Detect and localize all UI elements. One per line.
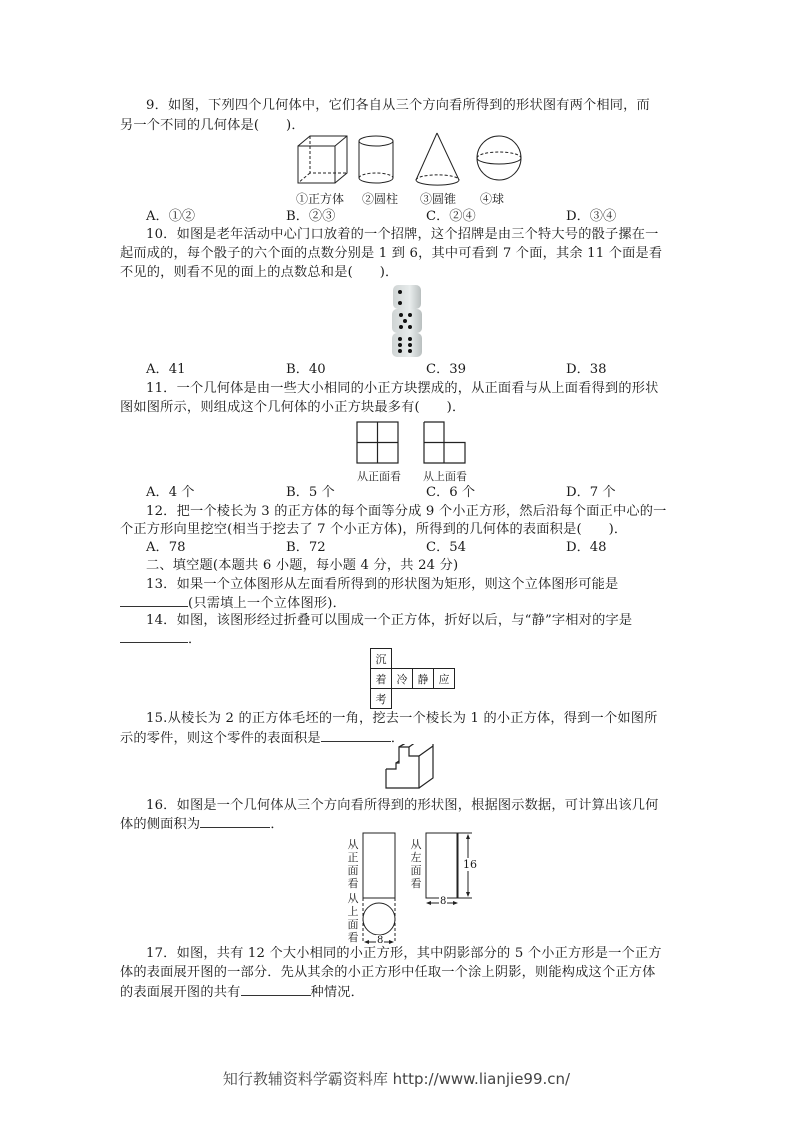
q16-answer-blank[interactable] <box>200 815 270 828</box>
q17-line-3-text: 的表面展开图的共有 <box>120 985 241 1000</box>
q12-options <box>146 539 676 557</box>
q17-line-3-end: 种情况． <box>310 985 365 1000</box>
q11-line-2: 图如图所示，则组成这个几何体的小正方块最多有( )． <box>120 400 466 415</box>
q16-three-views-figure <box>330 830 490 948</box>
q11-option-a: A．4 个 <box>146 485 195 500</box>
q15-line-2-text: 示的零件，则这个零件的表面积是 <box>120 731 321 746</box>
label-top-view <box>347 892 359 944</box>
q15-line-1: 15.从棱长为 2 的正方体毛坯的一角，挖去一个棱长为 1 的小正方体，得到一个如图所 <box>146 711 658 726</box>
q9-option-d: D．③④ <box>566 209 617 224</box>
net-cell-3: 静 <box>413 669 434 689</box>
q17-line-2: 体的表面展开图的一部分．先从其余的小正方形中任取一个涂上阴影，则能构成这个正方体 <box>120 965 656 980</box>
q10-options <box>146 361 676 379</box>
q12-line-2: 个正方形向里挖空(相当于挖去了 7 个小正方体)，所得到的几何体的表面积是( )． <box>120 522 628 537</box>
q9-solids-figure <box>296 130 526 190</box>
q13-line-1: 13．如果一个立体图形从左面看所得到的形状图为矩形，则这个立体图形可能是 <box>146 577 619 592</box>
q14-line-1: 14．如图，该图形经过折叠可以围成一个正方体，折好以后，与“静”字相对的字是 <box>146 613 633 628</box>
q16-line-2-text: 体的侧面积为 <box>120 817 201 832</box>
label-char: 正 <box>347 851 359 864</box>
net-cell-4: 应 <box>434 669 455 689</box>
q14-line-2 <box>120 630 676 649</box>
q13-line-2-text: (只需填上一个立体图形)． <box>188 596 346 611</box>
q9-caption-sphere: ④球 <box>480 192 505 206</box>
net-cell-bottom: 考 <box>371 689 392 709</box>
q10-line-1: 10．如图是老年活动中心门口放着的一个招牌，这个招牌是由三个特大号的骰子摞在一 <box>146 227 659 242</box>
q11-option-d: D．7 个 <box>566 485 616 500</box>
label-char: 面 <box>410 864 422 877</box>
dimension-width-left-view: 8 <box>440 896 447 907</box>
q15-part-figure <box>385 744 435 790</box>
label-left-view <box>410 838 422 890</box>
q15-line-2-end: ． <box>390 731 405 746</box>
q9-options <box>146 208 676 226</box>
q9-option-b: B．②③ <box>286 209 336 224</box>
q11-option-c: C．6 个 <box>426 485 476 500</box>
label-char: 左 <box>410 851 422 864</box>
net-cell-top: 沉 <box>371 649 392 669</box>
label-char: 上 <box>347 905 359 918</box>
q12-option-b: B．72 <box>286 540 326 555</box>
q10-line-3: 不见的，则看不见的面上的点数总和是( )． <box>120 265 399 280</box>
label-char: 面 <box>347 864 359 877</box>
q11-caption-top: 从上面看 <box>423 470 467 483</box>
q9-caption-cube: ①正方体 <box>296 192 345 206</box>
q12-option-d: D．48 <box>566 540 607 555</box>
dimension-width-top-view: 8 <box>377 935 384 946</box>
q9-caption-cylinder: ②圆柱 <box>362 192 399 206</box>
q11-views-figure <box>356 421 466 466</box>
label-char: 从 <box>410 838 422 851</box>
q16-line-2-end: ． <box>270 817 284 832</box>
q13-line-2 <box>120 594 676 613</box>
q11-option-b: B．5 个 <box>286 485 335 500</box>
net-cell-2: 冷 <box>392 669 413 689</box>
label-char: 从 <box>347 838 359 851</box>
q9-caption-cone: ③圆锥 <box>420 192 457 206</box>
net-cell-1: 着 <box>371 669 392 689</box>
q17-answer-blank[interactable] <box>241 983 311 996</box>
dice-stack-image <box>388 283 428 359</box>
q14-line-2-text: ． <box>188 632 202 647</box>
q13-answer-blank[interactable] <box>120 594 188 607</box>
q12-option-c: C．54 <box>426 540 467 555</box>
q10-line-2: 起而成的，每个骰子的六个面的点数分别是 1 到 6，其中可看到 7 个面，其余 11 个面是看 <box>120 246 663 261</box>
q10-option-a: A．41 <box>146 362 186 377</box>
q14-answer-blank[interactable] <box>120 630 188 643</box>
q17-line-1: 17．如图，共有 12 个大小相同的小正方形，其中阴影部分的 5 个小正方形是一个正方 <box>146 946 662 961</box>
q9-option-a: A．①② <box>146 209 196 224</box>
label-char: 看 <box>410 877 422 890</box>
q11-line-1: 11．一个几何体是由一些大小相同的小正方块摆成的，从正面看与从上面看得到的形状 <box>146 381 659 396</box>
cylinder-shape <box>359 136 393 183</box>
dimension-height: 16 <box>463 858 477 871</box>
section-2-heading: 二、填空题(本题共 6 小题，每小题 4 分，共 24 分) <box>146 558 459 573</box>
q16-line-1: 16．如图是一个几何体从三个方向看所得到的形状图，根据图示数据，可计算出该几何 <box>146 798 659 813</box>
label-char: 看 <box>347 931 359 944</box>
sphere-shape <box>477 136 521 180</box>
q9-line-2: 另一个不同的几何体是( )． <box>120 118 305 133</box>
q17-line-3 <box>120 983 676 1002</box>
q11-options <box>146 484 676 502</box>
q14-cube-net <box>370 648 455 709</box>
q12-line-1: 12．把一个棱长为 3 的正方体的每个面等分成 9 个小正方形，然后沿每个面正中心的一 <box>146 504 667 519</box>
q10-option-c: C．39 <box>426 362 467 377</box>
q11-caption-front: 从正面看 <box>357 470 401 483</box>
cone-shape <box>416 133 459 185</box>
label-char: 看 <box>347 877 359 890</box>
label-front-view <box>347 838 359 890</box>
label-char: 面 <box>347 918 359 931</box>
cube-shape <box>298 136 347 183</box>
q9-line-1: 9．如图，下列四个几何体中，它们各自从三个方向看所得到的形状图有两个相同，而 <box>146 98 650 113</box>
q9-option-c: C．②④ <box>426 209 476 224</box>
q10-option-d: D．38 <box>566 362 607 377</box>
q10-option-b: B．40 <box>286 362 326 377</box>
footer-watermark: 知行教辅资料学霸资料库 http://www.lianjie99.cn/ <box>222 1070 571 1088</box>
q12-option-a: A．78 <box>146 540 186 555</box>
label-char: 从 <box>347 892 359 905</box>
q15-answer-blank[interactable] <box>321 729 391 742</box>
